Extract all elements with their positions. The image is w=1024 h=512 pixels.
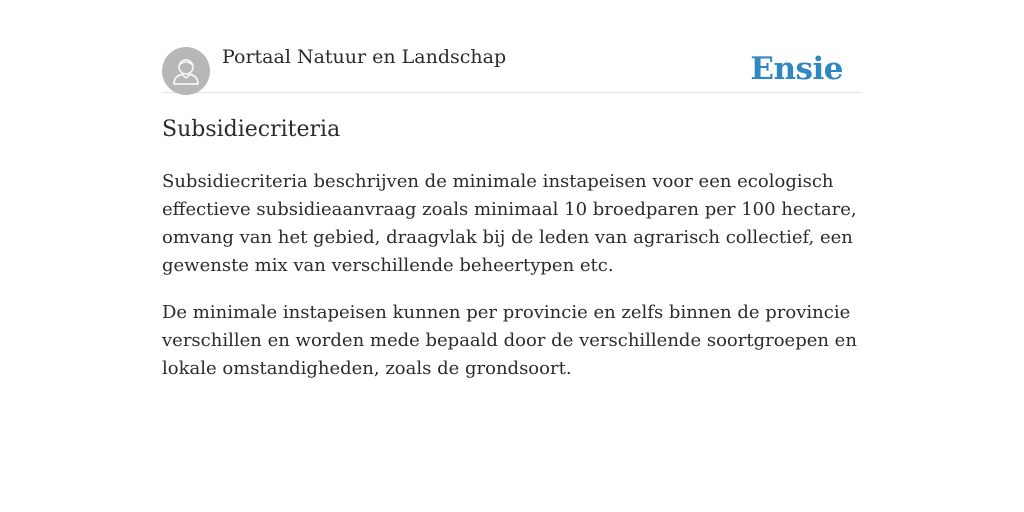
header bbox=[162, 0, 862, 93]
site-logo[interactable]: Ensie bbox=[750, 51, 843, 87]
paragraph: De minimale instapeisen kunnen per provincie en zelfs binnen de provincie verschillen en worden mede bepaald door de verschillende soortgroepen en lokale omstandigheden, zoals de grondsoort. bbox=[162, 302, 857, 379]
author-name[interactable]: Portaal Natuur en Landschap bbox=[222, 46, 507, 68]
page-title: Subsidiecriteria bbox=[162, 117, 341, 142]
avatar[interactable] bbox=[162, 47, 210, 95]
page bbox=[162, 0, 862, 379]
article-body bbox=[162, 168, 862, 402]
paragraph: Subsidiecriteria beschrijven de minimale instapeisen voor een ecologisch effectieve subsidieaanvraag zoals minimaal 10 broedparen per 100 hectare, omvang van het gebied, draagvlak bij de leden van agrarisch collectief, een gewenste mix van verschillende beheertypen etc. bbox=[162, 171, 857, 276]
user-icon bbox=[162, 47, 210, 95]
